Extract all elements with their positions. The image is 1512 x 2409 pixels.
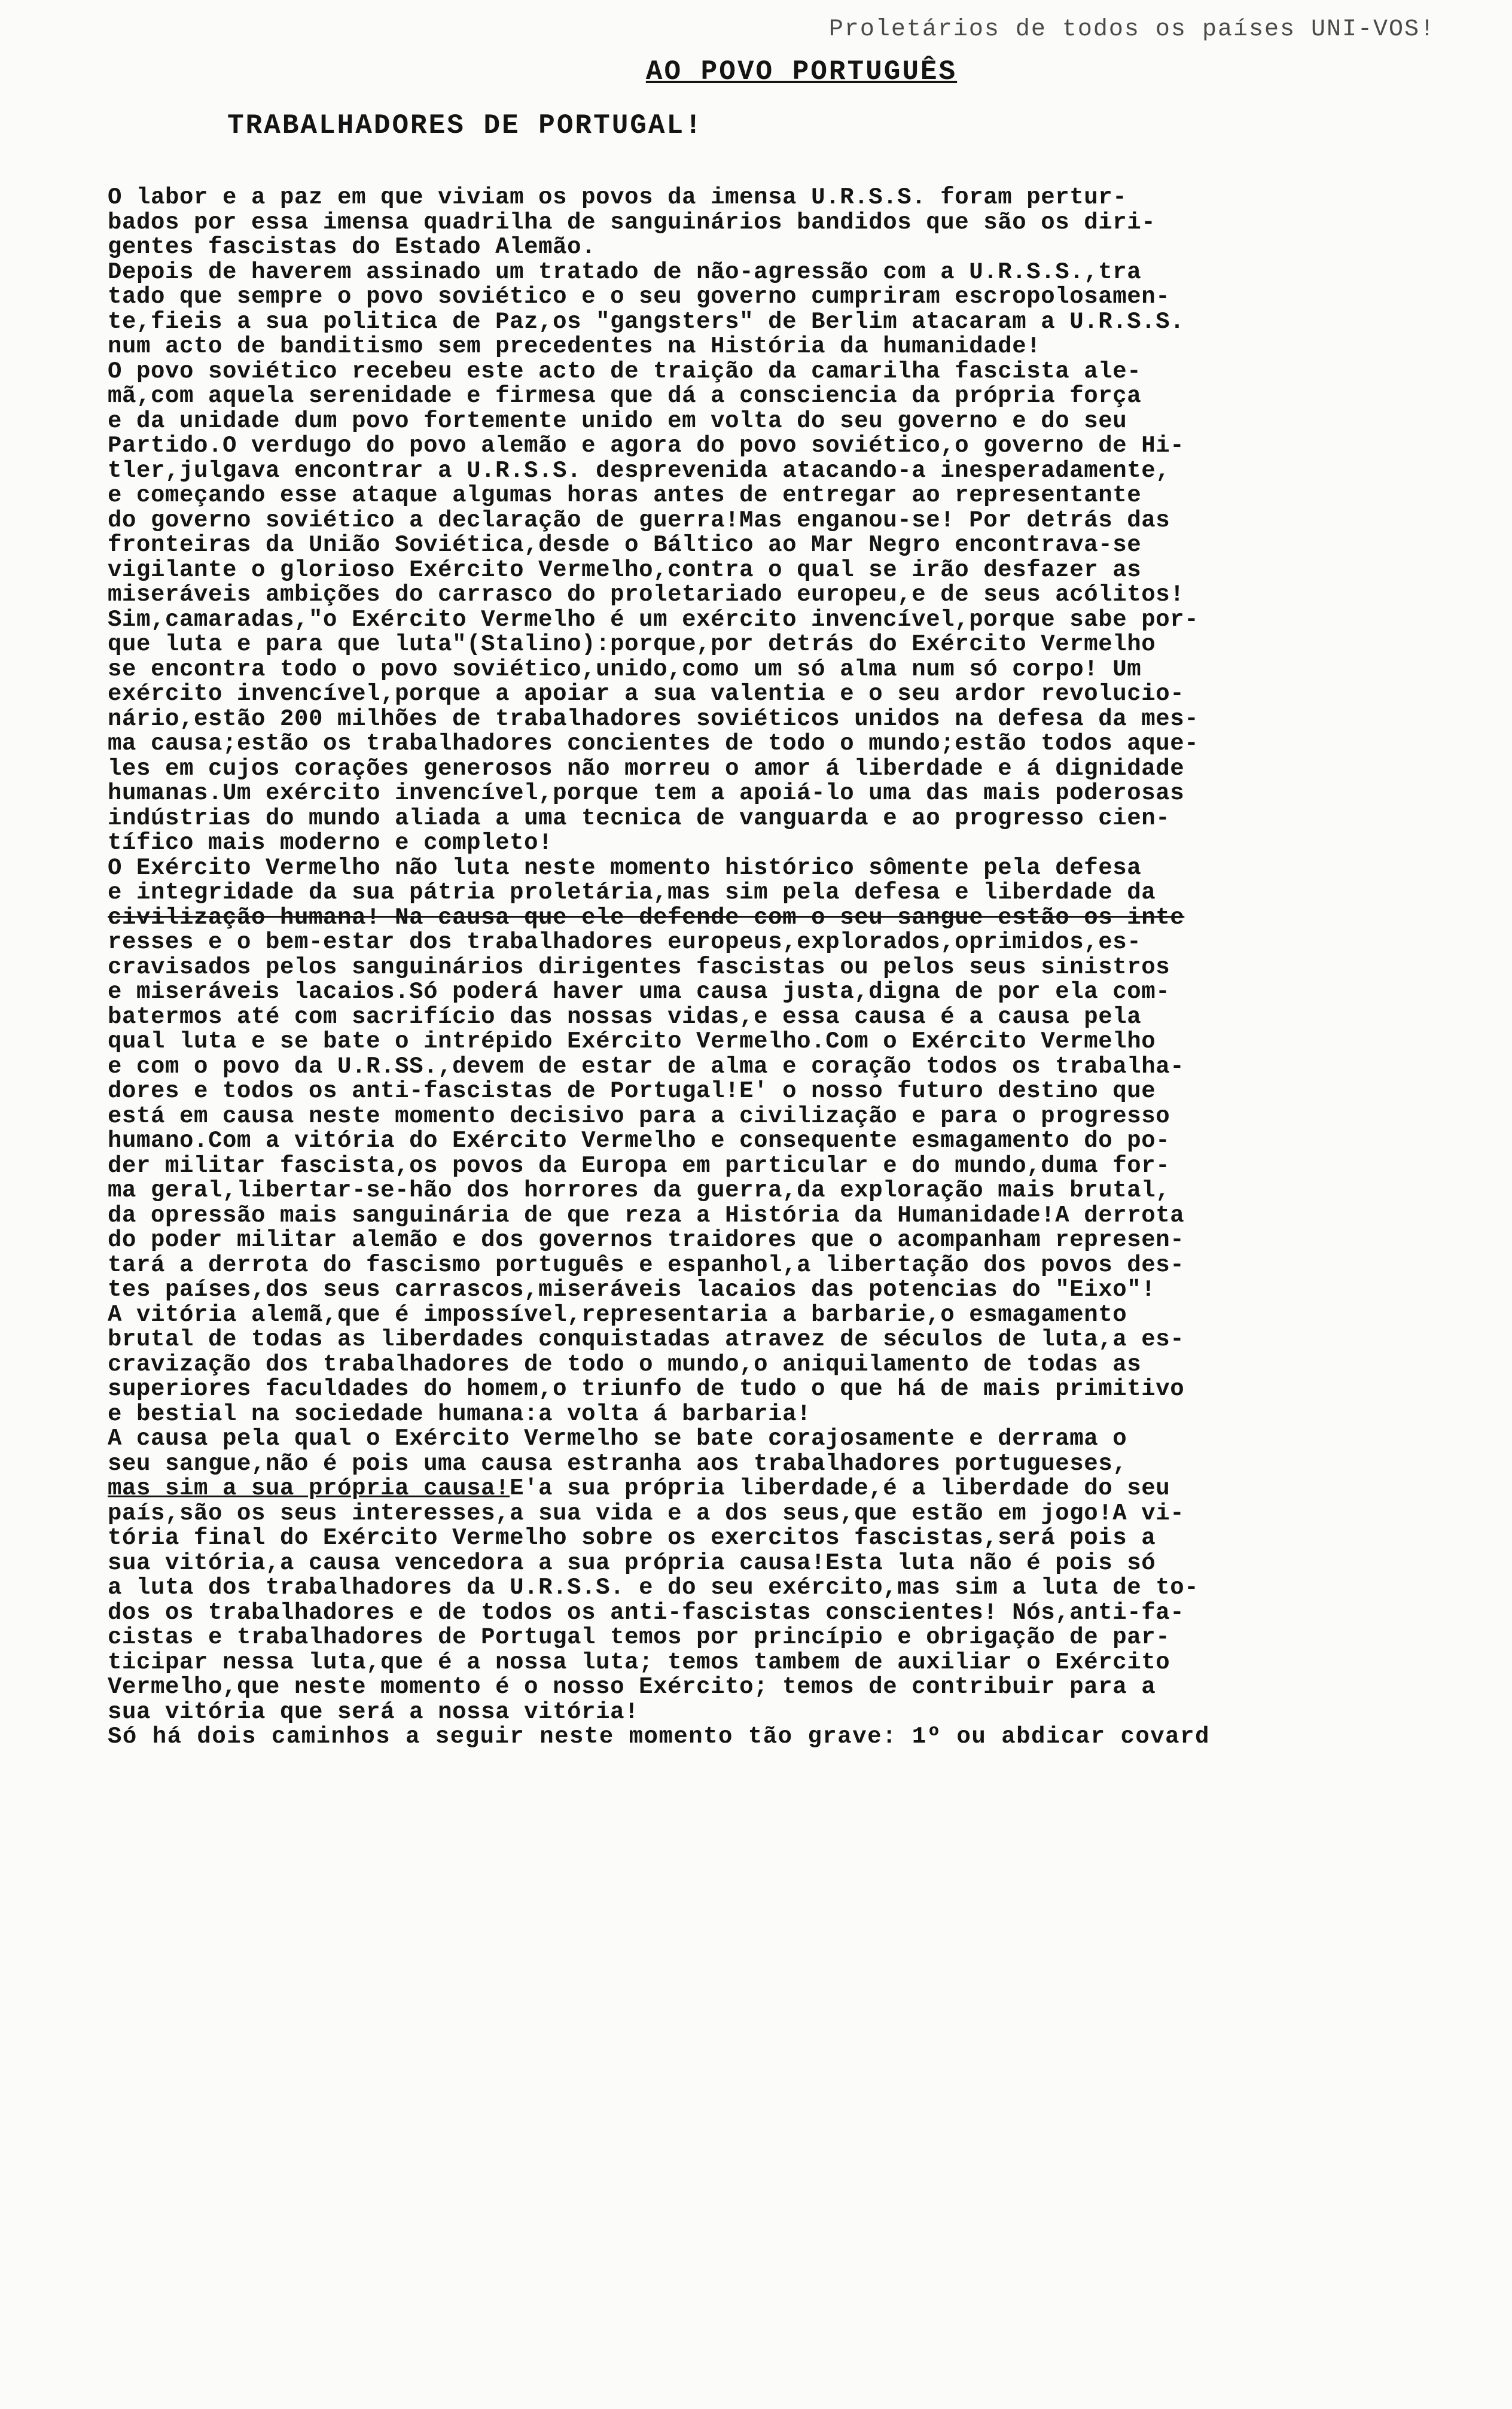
text-line: resses e o bem-estar dos trabalhadores europeus,explorados,oprimidos,es- bbox=[108, 929, 1142, 955]
text-line: humano.Com a vitória do Exército Vermelho e consequente esmagamento do po- bbox=[108, 1128, 1170, 1154]
text-line: tífico mais moderno e completo! bbox=[108, 830, 553, 856]
text-line: e da unidade dum povo fortemente unido em volta do seu governo e do seu bbox=[108, 407, 1127, 434]
text-line: seu sangue,não é pois uma causa estranha aos trabalhadores portugueses, bbox=[108, 1450, 1127, 1477]
text-line-struck: civilização humana! Na causa que ele defende com o seu sangue estão os inte bbox=[108, 904, 1185, 931]
text-line: do governo soviético a declaração de guerra!Mas enganou-se! Por detrás das bbox=[108, 507, 1170, 534]
line-remainder: E'a sua própria liberdade,é a liberdade do seu bbox=[510, 1475, 1170, 1502]
text-line: vigilante o glorioso Exército Vermelho,contra o qual se irão desfazer as bbox=[108, 556, 1142, 583]
text-line-underlined-start bbox=[108, 1476, 1447, 1502]
text-line: sua vitória que será a nossa vitória! bbox=[108, 1698, 639, 1725]
text-line: a luta dos trabalhadores da U.R.S.S. e do seu exército,mas sim a luta de to- bbox=[108, 1574, 1199, 1601]
text-line: se encontra todo o povo soviético,unido,como um só alma num só corpo! Um bbox=[108, 656, 1142, 683]
text-line: e começando esse ataque algumas horas antes de entregar ao representante bbox=[108, 482, 1142, 508]
text-line: ticipar nessa luta,que é a nossa luta; temos tambem de auxiliar o Exército bbox=[108, 1649, 1170, 1676]
text-line: cistas e trabalhadores de Portugal temos por princípio e obrigação de par- bbox=[108, 1624, 1170, 1650]
text-line: O labor e a paz em que viviam os povos da imensa U.R.S.S. foram pertur- bbox=[108, 184, 1127, 211]
text-line-final: Só há dois caminhos a seguir neste momento tão grave: 1º ou abdicar covard bbox=[108, 1723, 1210, 1750]
text-line: e integridade da sua pátria proletária,mas sim pela defesa e liberdade da bbox=[108, 879, 1156, 906]
text-line: O povo soviético recebeu este acto de traição da camarilha fascista ale- bbox=[108, 358, 1142, 385]
text-line: Depois de haverem assinado um tratado de não-agressão com a U.R.S.S.,tra bbox=[108, 258, 1142, 285]
text-line: e miseráveis lacaios.Só poderá haver uma causa justa,digna de por ela com- bbox=[108, 979, 1170, 1005]
text-line: miseráveis ambições do carrasco do proletariado europeu,e de seus acólitos! bbox=[108, 581, 1185, 608]
text-line: país,são os seus interesses,a sua vida e a dos seus,que estão em jogo!A vi- bbox=[108, 1500, 1185, 1527]
text-line: dos os trabalhadores e de todos os anti-fascistas conscientes! Nós,anti-fa- bbox=[108, 1599, 1185, 1626]
text-line: tado que sempre o povo soviético e o seu governo cumpriram escropolosamen- bbox=[108, 284, 1170, 310]
text-line: e bestial na sociedade humana:a volta á barbaria! bbox=[108, 1400, 812, 1427]
text-line: Partido.O verdugo do povo alemão e agora do povo soviético,o governo de Hi- bbox=[108, 433, 1185, 459]
text-line: humanas.Um exército invencível,porque tem a apoiá-lo uma das mais poderosas bbox=[108, 780, 1185, 806]
text-line: te,fieis a sua politica de Paz,os "gangsters" de Berlim atacaram a U.R.S.S. bbox=[108, 308, 1185, 335]
text-line: sua vitória,a causa vencedora a sua própria causa!Esta luta não é pois só bbox=[108, 1549, 1156, 1576]
text-line: mã,com aquela serenidade e firmesa que dá a consciencia da própria força bbox=[108, 383, 1142, 409]
text-line: bados por essa imensa quadrilha de sanguinários bandidos que são os diri- bbox=[108, 209, 1156, 236]
salutation: TRABALHADORES DE PORTUGAL! bbox=[227, 110, 703, 141]
text-line: nário,estão 200 milhões de trabalhadores soviéticos unidos na defesa da mes- bbox=[108, 705, 1199, 732]
text-line: O Exército Vermelho não luta neste momento histórico sômente pela defesa bbox=[108, 854, 1142, 881]
text-line: tler,julgava encontrar a U.R.S.S. desprevenida atacando-a inesperadamente, bbox=[108, 457, 1170, 484]
header-motto: Proletários de todos os países UNI-VOS! bbox=[828, 16, 1435, 43]
text-line: qual luta e se bate o intrépido Exército Vermelho.Com o Exército Vermelho bbox=[108, 1028, 1156, 1055]
text-line: les em cujos corações generosos não morreu o amor á liberdade e á dignidade bbox=[108, 755, 1185, 782]
document-title: AO POVO PORTUGUÊS bbox=[645, 56, 958, 87]
text-line: gentes fascistas do Estado Alemão. bbox=[108, 234, 596, 260]
text-line: tória final do Exército Vermelho sobre os exercitos fascistas,será pois a bbox=[108, 1525, 1156, 1551]
text-line: fronteiras da União Soviética,desde o Báltico ao Mar Negro encontrava-se bbox=[108, 532, 1142, 558]
text-line: A causa pela qual o Exército Vermelho se bate corajosamente e derrama o bbox=[108, 1426, 1127, 1452]
text-line: Vermelho,que neste momento é o nosso Exército; temos de contribuir para a bbox=[108, 1674, 1156, 1700]
text-line: dores e todos os anti-fascistas de Portugal!E' o nosso futuro destino que bbox=[108, 1078, 1156, 1104]
underlined-phrase: mas sim a sua própria causa! bbox=[108, 1475, 510, 1502]
text-line: do poder militar alemão e dos governos traidores que o acompanham represen- bbox=[108, 1227, 1185, 1253]
text-line: que luta e para que luta"(Stalino):porque,por detrás do Exército Vermelho bbox=[108, 631, 1156, 657]
text-line: batermos até com sacrifício das nossas vidas,e essa causa é a causa pela bbox=[108, 1003, 1142, 1030]
text-line: num acto de banditismo sem precedentes na História da humanidade! bbox=[108, 333, 1041, 360]
text-line: cravização dos trabalhadores de todo o mundo,o aniquilamento de todas as bbox=[108, 1351, 1142, 1378]
text-line: exército invencível,porque a apoiar a sua valentia e o seu ardor revolucio- bbox=[108, 681, 1185, 707]
text-line: der militar fascista,os povos da Europa em particular e do mundo,duma for- bbox=[108, 1152, 1170, 1179]
text-line: da opressão mais sanguinária de que reza a História da Humanidade!A derrota bbox=[108, 1202, 1185, 1229]
text-line: tará a derrota do fascismo português e espanhol,a libertação dos povos des- bbox=[108, 1251, 1185, 1278]
text-line: está em causa neste momento decisivo para a civilização e para o progresso bbox=[108, 1103, 1170, 1129]
text-line: tes países,dos seus carrascos,miseráveis lacaios das potencias do "Eixo"! bbox=[108, 1277, 1156, 1303]
text-line: brutal de todas as liberdades conquistadas atravez de séculos de luta,a es- bbox=[108, 1326, 1185, 1353]
text-line: ma causa;estão os trabalhadores concientes de todo o mundo;estão todos aque- bbox=[108, 730, 1199, 757]
text-line: ma geral,libertar-se-hão dos horrores da guerra,da exploração mais brutal, bbox=[108, 1177, 1170, 1204]
text-line: cravisados pelos sanguinários dirigentes fascistas ou pelos seus sinistros bbox=[108, 954, 1170, 980]
text-line: superiores faculdades do homem,o triunfo de tudo o que há de mais primitivo bbox=[108, 1376, 1185, 1402]
text-line: Sim,camaradas,"o Exército Vermelho é um exército invencível,porque sabe por- bbox=[108, 606, 1199, 633]
text-line: indústrias do mundo aliada a uma tecnica de vanguarda e ao progresso cien- bbox=[108, 805, 1170, 832]
body-text bbox=[108, 185, 1447, 1750]
document-sheet bbox=[108, 12, 1447, 1750]
text-line: e com o povo da U.R.SS.,devem de estar de alma e coração todos os trabalha- bbox=[108, 1053, 1185, 1080]
text-line: A vitória alemã,que é impossível,representaria a barbarie,o esmagamento bbox=[108, 1301, 1127, 1328]
